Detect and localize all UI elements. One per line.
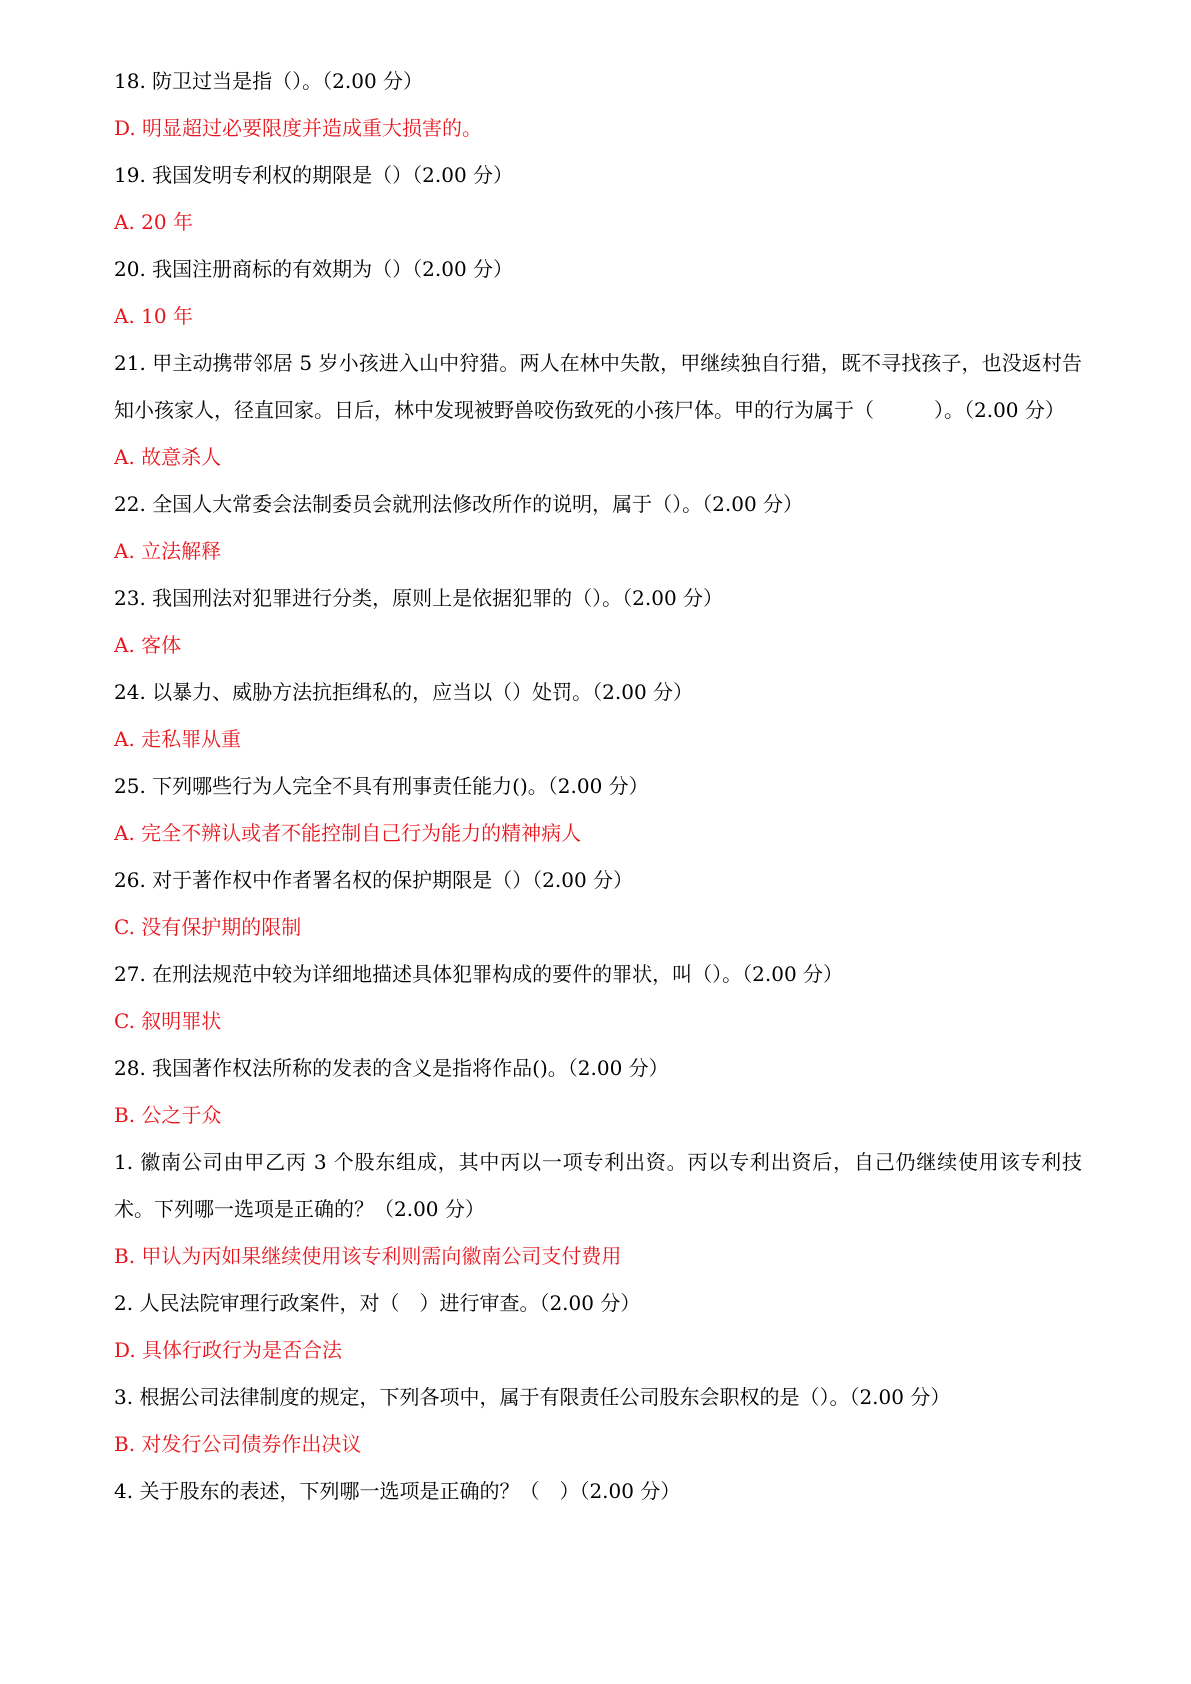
answer-text: A. 故意杀人 bbox=[114, 445, 222, 469]
question-text: 22. 全国人大常委会法制委员会就刑法修改所作的说明，属于（）。（2.00 分） bbox=[114, 492, 804, 516]
answer-text: A. 完全不辨认或者不能控制自己行为能力的精神病人 bbox=[114, 821, 582, 845]
question-text: 1. 徽南公司由甲乙丙 3 个股东组成，其中丙以一项专利出资。丙以专利出资后，自己仍继续使用该专利技术。下列哪一选项是正确的？（2.00 分） bbox=[114, 1150, 1082, 1221]
question-text: 20. 我国注册商标的有效期为（）（2.00 分） bbox=[114, 257, 514, 281]
question-text: 24. 以暴力、威胁方法抗拒缉私的，应当以（）处罚。（2.00 分） bbox=[114, 680, 694, 704]
question-text: 21. 甲主动携带邻居 5 岁小孩进入山中狩猎。两人在林中失散，甲继续独自行猎，既不寻找孩子，也没返村告知小孩家人，径直回家。日后，林中发现被野兽咬伤致死的小孩尸体。甲的行为属于（ ）。（2.00 分） bbox=[114, 351, 1082, 422]
answer-text: C. 没有保护期的限制 bbox=[114, 915, 302, 939]
question-text: 3. 根据公司法律制度的规定，下列各项中，属于有限责任公司股东会职权的是（）。（2.00 分） bbox=[114, 1385, 951, 1409]
answer-text: B. 对发行公司债券作出决议 bbox=[114, 1432, 362, 1456]
answer-text: A. 客体 bbox=[114, 633, 182, 657]
question-text: 26. 对于著作权中作者署名权的保护期限是（）（2.00 分） bbox=[114, 868, 634, 892]
question-text: 18. 防卫过当是指（）。（2.00 分） bbox=[114, 69, 424, 93]
question-list bbox=[114, 58, 1082, 1515]
question-text: 2. 人民法院审理行政案件，对（ ）进行审查。（2.00 分） bbox=[114, 1291, 641, 1315]
answer-text: D. 具体行政行为是否合法 bbox=[114, 1338, 343, 1362]
question-text: 23. 我国刑法对犯罪进行分类，原则上是依据犯罪的（）。（2.00 分） bbox=[114, 586, 724, 610]
question-text: 27. 在刑法规范中较为详细地描述具体犯罪构成的要件的罪状，叫（）。（2.00 分） bbox=[114, 962, 844, 986]
answer-text: A. 10 年 bbox=[114, 304, 193, 328]
question-text: 4. 关于股东的表述，下列哪一选项是正确的？（ ）（2.00 分） bbox=[114, 1479, 681, 1503]
answer-text: A. 立法解释 bbox=[114, 539, 222, 563]
question-text: 28. 我国著作权法所称的发表的含义是指将作品()。（2.00 分） bbox=[114, 1056, 669, 1080]
answer-text: B. 公之于众 bbox=[114, 1103, 222, 1127]
question-text: 19. 我国发明专利权的期限是（）（2.00 分） bbox=[114, 163, 514, 187]
answer-text: C. 叙明罪状 bbox=[114, 1009, 222, 1033]
answer-text: A. 走私罪从重 bbox=[114, 727, 242, 751]
question-text: 25. 下列哪些行为人完全不具有刑事责任能力()。（2.00 分） bbox=[114, 774, 649, 798]
answer-text: D. 明显超过必要限度并造成重大损害的。 bbox=[114, 116, 483, 140]
answer-text: A. 20 年 bbox=[114, 210, 193, 234]
answer-text: B. 甲认为丙如果继续使用该专利则需向徽南公司支付费用 bbox=[114, 1244, 622, 1268]
